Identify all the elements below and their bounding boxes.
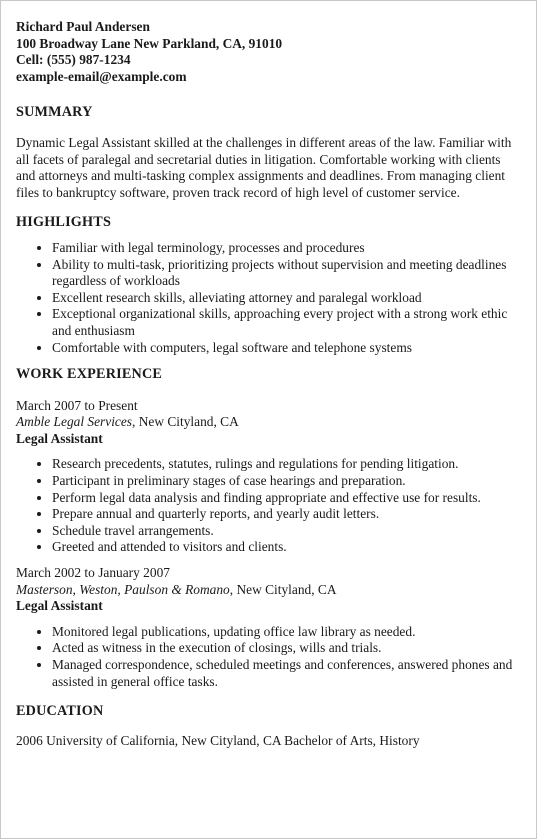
job-title: Legal Assistant: [16, 598, 103, 614]
job-duty-item: • Participant in preliminary stages of case hearings and preparation.: [52, 473, 522, 490]
address: 100 Broadway Lane New Parkland, CA, 91010: [16, 35, 283, 51]
highlight-item: • Exceptional organizational skills, approaching every project with a strong work ethic and enthusiasm: [52, 306, 522, 339]
job-title: Legal Assistant: [16, 430, 103, 446]
job-duty-item: • Monitored legal publications, updating office law library as needed.: [52, 624, 522, 641]
job-company: Masterson, Weston, Paulson & Romano: [16, 581, 230, 597]
job-duty-item: • Perform legal data analysis and finding appropriate and effective use for results.: [52, 490, 522, 507]
job-dates: March 2002 to January 2007: [16, 565, 170, 581]
job-entry: [16, 398, 522, 556]
job-location: , New Cityland, CA: [229, 581, 337, 597]
job-duty-item: • Research precedents, statutes, rulings and regulations for pending litigation.: [52, 456, 522, 473]
summary-text: Dynamic Legal Assistant skilled at the challenges in different areas of the law. Familiar with all facets of paralegal and secretarial duties in litigation. Comfortable working with clients and attorneys and multi-tasking complex assignments and deadlines. From managing client files to bankruptcy software, proven track record of high level of customer service.: [16, 134, 512, 200]
work-experience-heading: WORK EXPERIENCE: [16, 366, 163, 383]
highlight-item: • Familiar with legal terminology, processes and procedures: [52, 240, 522, 257]
job-duty-item: • Schedule travel arrangements.: [52, 523, 522, 540]
job-company-line: [16, 582, 522, 599]
job-duty-item: • Prepare annual and quarterly reports, and yearly audit letters.: [52, 506, 522, 523]
job-entry: [16, 565, 522, 690]
job-duty-item: • Greeted and attended to visitors and clients.: [52, 539, 522, 556]
highlights-list: [16, 240, 522, 356]
job-duty-item: • Managed correspondence, scheduled meetings and conferences, answered phones and assisted in general office tasks.: [52, 657, 522, 690]
summary-heading: SUMMARY: [16, 104, 93, 121]
highlight-item: • Comfortable with computers, legal software and telephone systems: [52, 340, 522, 357]
candidate-name: Richard Paul Andersen: [16, 19, 150, 34]
education-text: 2006 University of California, New Cityland, CA Bachelor of Arts, History: [16, 732, 420, 748]
education-heading: EDUCATION: [16, 703, 104, 720]
contact-block: [16, 19, 522, 85]
email: example-email@example.com: [16, 68, 187, 84]
job-company: Amble Legal Services: [16, 414, 133, 430]
job-dates: March 2007 to Present: [16, 397, 138, 413]
job-duty-item: • Acted as witness in the execution of closings, wills and trials.: [52, 640, 522, 657]
job-location: , New Cityland, CA: [132, 414, 239, 430]
phone: Cell: (555) 987-1234: [16, 52, 131, 68]
highlight-item: • Ability to multi-task, prioritizing projects without supervision and meeting deadlines regardless of workloads: [52, 257, 522, 290]
job-duties-list: [16, 624, 522, 690]
job-duties-list: [16, 456, 522, 556]
highlight-item: • Excellent research skills, alleviating attorney and paralegal workload: [52, 290, 522, 307]
highlights-heading: HIGHLIGHTS: [16, 214, 112, 231]
job-company-line: [16, 414, 522, 431]
